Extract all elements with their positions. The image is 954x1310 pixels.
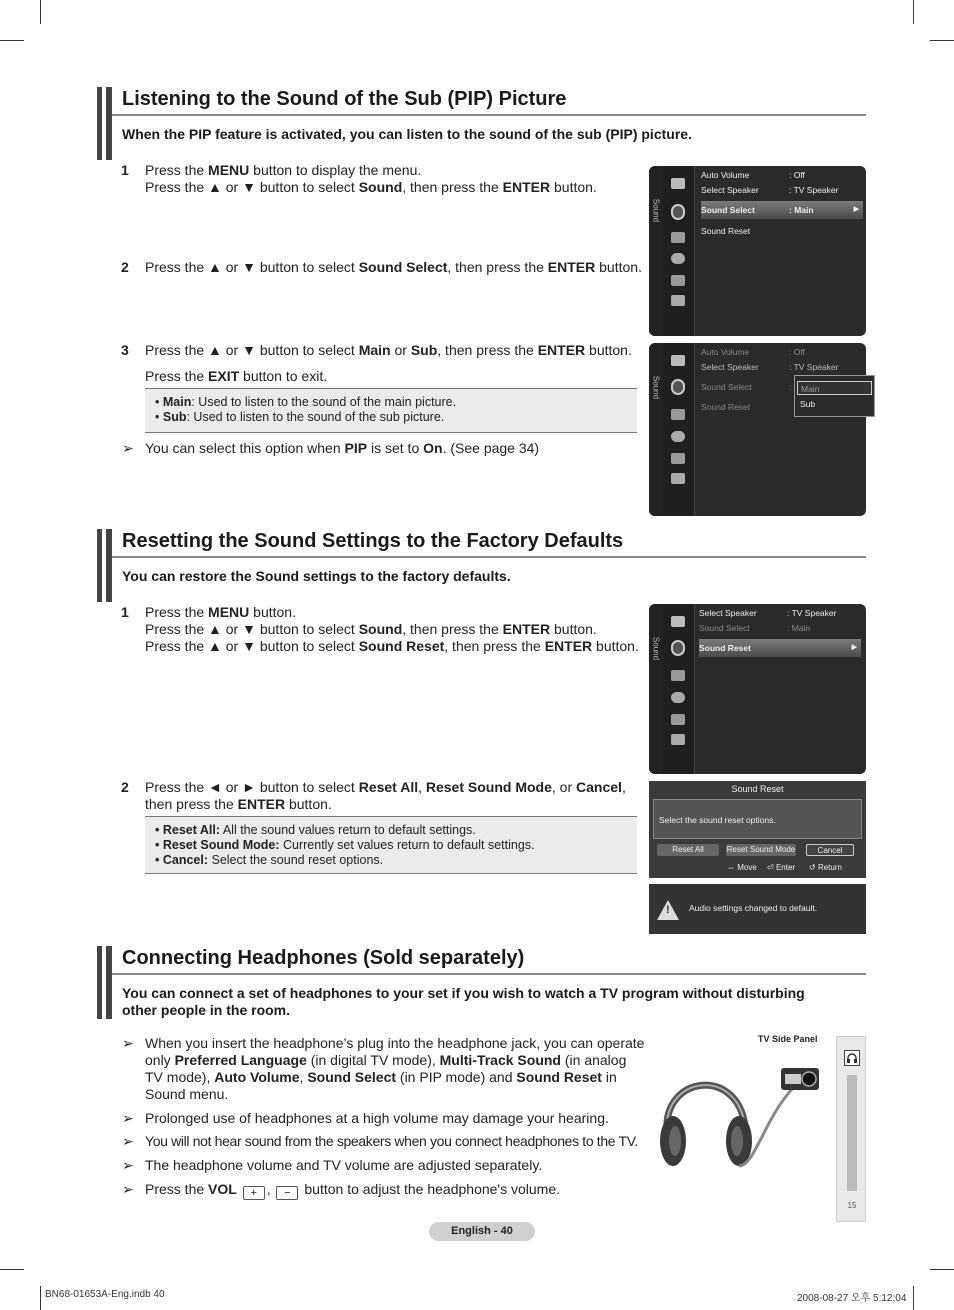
osd-row-label: Sound Reset	[701, 226, 751, 236]
info-line: • Reset Sound Mode: Currently set values return to default settings.	[155, 838, 535, 852]
osd-rail-label: Sound	[651, 636, 661, 661]
alert-text: Audio settings changed to default.	[689, 903, 818, 913]
osd-row-value: : Main	[789, 205, 814, 215]
warning-mark: !	[666, 904, 670, 916]
dropdown-option-sub[interactable]: Sub	[800, 399, 816, 409]
note-arrow-icon: ➢	[122, 1157, 134, 1173]
info-box: • Main: Used to listen to the sound of the main picture. • Sub: Used to listen to the sound of the sub picture.	[145, 388, 637, 433]
vol-plus-icon: +	[243, 1186, 265, 1200]
dialog-title: Sound Reset	[731, 784, 784, 794]
channel-icon	[671, 670, 685, 681]
reset-all-button[interactable]: Reset All	[657, 844, 719, 856]
reset-alert	[649, 884, 866, 934]
section-bar	[97, 529, 112, 602]
section-intro: When the PIP feature is activated, you can listen to the sound of the sub (PIP) picture.	[122, 126, 692, 142]
panel-slot	[847, 1075, 857, 1191]
osd-row-label: Sound Select	[701, 205, 755, 215]
input-icon	[671, 275, 685, 286]
osd-row-label: Sound Reset	[699, 643, 751, 653]
picture-icon	[671, 178, 685, 189]
osd-rail-label: Sound	[651, 375, 661, 400]
channel-icon	[671, 409, 685, 420]
osd-row-label: Select Speaker	[699, 608, 757, 618]
note-text: You can select this option when PIP is set to On. (See page 34)	[145, 440, 540, 456]
tv-side-panel	[836, 1036, 866, 1222]
step-text: Press the ▲ or ▼ button to select Main or Sub, then press the ENTER button.	[145, 342, 632, 358]
crop-mark	[0, 40, 24, 41]
info-line: • Cancel: Select the sound reset options.	[155, 853, 384, 867]
application-icon	[671, 295, 685, 306]
section-title: Listening to the Sound of the Sub (PIP) Picture	[122, 88, 567, 110]
section-rule	[112, 114, 866, 116]
step-number: 2	[121, 259, 129, 275]
osd-row-value: : Main	[787, 623, 811, 633]
input-icon	[671, 453, 685, 464]
osd-icon-column	[663, 343, 695, 516]
page-number-badge: English - 40	[429, 1222, 535, 1241]
osd-row-value: : Off	[789, 170, 805, 180]
note-text: When you insert the headphone’s plug into the headphone jack, you can operate only Preferred Language (in digital TV mode), Multi-Track Sound (in analog TV mode), Auto Volume, Sound Select (in PIP mode) and Sound Reset in Sound menu.	[145, 1035, 645, 1102]
footer-date: 2008-08-27 오후 5:12:04	[797, 1293, 907, 1304]
crop-mark	[0, 1269, 24, 1270]
section-rule	[112, 556, 866, 558]
vol-minus-icon: −	[276, 1186, 298, 1200]
osd-row-selected[interactable]	[699, 639, 861, 657]
setup-gear-icon	[671, 253, 685, 264]
osd-row[interactable]	[701, 182, 863, 198]
osd-row[interactable]	[701, 359, 863, 375]
picture-icon	[671, 616, 685, 627]
cancel-button[interactable]: Cancel	[806, 844, 854, 856]
osd-rail	[649, 166, 663, 336]
move-arrows-icon: ⇔	[727, 863, 738, 872]
osd-row[interactable]	[701, 344, 863, 360]
step-text: Press the ◄ or ► button to select Reset All, Reset Sound Mode, or Cancel, then press the ENTER button.	[145, 779, 626, 812]
panel-number: 15	[847, 1201, 857, 1210]
dropdown-option-main[interactable]: Main	[797, 381, 872, 395]
osd-rail	[649, 343, 663, 516]
footer-file: BN68-01653A-Eng.indb 40	[45, 1289, 165, 1300]
osd-row[interactable]	[701, 167, 863, 183]
headphones-icon	[655, 1056, 830, 1176]
nav-move: ⇔ Move	[727, 863, 757, 872]
channel-icon	[671, 232, 685, 243]
crop-mark	[913, 0, 914, 24]
section-title: Resetting the Sound Settings to the Factory Defaults	[122, 530, 624, 552]
setup-gear-icon	[671, 692, 685, 703]
crop-mark	[930, 1269, 954, 1270]
osd-row-selected[interactable]	[701, 201, 863, 219]
sound-reset-dialog	[649, 781, 866, 878]
sound-icon	[671, 204, 685, 220]
reset-sound-mode-button[interactable]: Reset Sound Mode	[726, 845, 796, 854]
note-arrow-icon: ➢	[122, 1110, 134, 1126]
osd-row[interactable]	[699, 605, 861, 621]
section-intro: You can restore the Sound settings to the factory defaults.	[122, 568, 511, 584]
crop-mark	[930, 40, 954, 41]
section-rule	[112, 973, 866, 975]
note-text: The headphone volume and TV volume are adjusted separately.	[145, 1157, 543, 1173]
osd-row-value: : TV Speaker	[789, 185, 839, 195]
arrow-right-icon: ▶	[853, 206, 859, 213]
osd-row-label: Auto Volume	[701, 347, 750, 357]
sound-select-dropdown[interactable]	[794, 375, 875, 417]
note-text: Press the VOL + , − button to adjust the headphone's volume.	[145, 1181, 561, 1199]
osd-row-label: Auto Volume	[701, 170, 750, 180]
osd-rail-label: Sound	[651, 198, 661, 223]
osd-row[interactable]	[701, 223, 863, 239]
info-box	[145, 816, 637, 874]
note-text: You will not hear sound from the speakers when you connect headphones to the TV.	[145, 1133, 638, 1149]
application-icon	[671, 473, 685, 484]
osd-row-label: Select Speaker	[701, 362, 759, 372]
osd-row-value: :	[789, 382, 792, 392]
exit-text: Press the EXIT button to exit.	[145, 368, 328, 384]
sound-icon	[671, 379, 685, 395]
crop-mark	[913, 1286, 914, 1310]
step-text: Press the MENU button to display the menu. Press the ▲ or ▼ button to select Sound, then press the ENTER button.	[145, 162, 597, 195]
step-number: 1	[121, 162, 129, 178]
osd-sound-select-menu	[649, 343, 866, 516]
note-arrow-icon: ➢	[122, 1181, 134, 1197]
picture-icon	[671, 355, 685, 366]
note-arrow-icon: ➢	[122, 440, 134, 456]
arrow-right-icon: ▶	[851, 644, 857, 651]
headphone-jack-icon	[844, 1050, 860, 1066]
step-text: Press the MENU button. Press the ▲ or ▼ button to select Sound, then press the ENTER button. Press the ▲ or ▼ button to select Sound Reset, then press the ENTER button.	[145, 604, 639, 654]
osd-row-label: Sound Reset	[701, 402, 751, 412]
osd-row[interactable]	[699, 620, 861, 636]
note-text: Prolonged use of headphones at a high volume may damage your hearing.	[145, 1110, 609, 1126]
input-icon	[671, 714, 685, 725]
crop-mark	[40, 1286, 41, 1310]
osd-row-label: Sound Select	[699, 623, 750, 633]
nav-return: ↺ Return	[809, 863, 842, 872]
osd-row-label: Sound Select	[701, 382, 752, 392]
osd-row-value: : Off	[789, 347, 805, 357]
nav-enter: ⏎ Enter	[767, 863, 796, 872]
osd-icon-column	[663, 166, 695, 336]
osd-sound-reset-menu	[649, 604, 866, 774]
note-arrow-icon: ➢	[122, 1133, 134, 1149]
step-text: Press the ▲ or ▼ button to select Sound Select, then press the ENTER button.	[145, 259, 642, 275]
osd-icon-column	[663, 604, 695, 774]
enter-icon: ⏎	[767, 863, 776, 872]
osd-sound-menu	[649, 166, 866, 336]
info-line: • Reset All: All the sound values return to default settings.	[155, 823, 476, 837]
return-icon: ↺	[809, 863, 818, 872]
step-number: 1	[121, 604, 129, 620]
osd-rail	[649, 604, 663, 774]
sound-icon	[671, 640, 685, 656]
section-intro: You can connect a set of headphones to your set if you wish to watch a TV program without disturbing other people in the room.	[122, 985, 805, 1018]
setup-gear-icon	[671, 431, 685, 442]
section-title: Connecting Headphones (Sold separately)	[122, 947, 525, 969]
osd-row-value: : TV Speaker	[789, 362, 839, 372]
tv-side-panel-label: TV Side Panel	[758, 1034, 818, 1044]
section-bar	[97, 946, 112, 1019]
osd-row-value: : TV Speaker	[787, 608, 837, 618]
section-bar	[97, 87, 112, 160]
application-icon	[671, 734, 685, 745]
step-number: 3	[121, 342, 129, 358]
crop-mark	[40, 0, 41, 24]
dialog-message: Select the sound reset options.	[653, 799, 862, 839]
osd-row-label: Select Speaker	[701, 185, 759, 195]
step-number: 2	[121, 779, 129, 795]
note-arrow-icon: ➢	[122, 1035, 134, 1051]
